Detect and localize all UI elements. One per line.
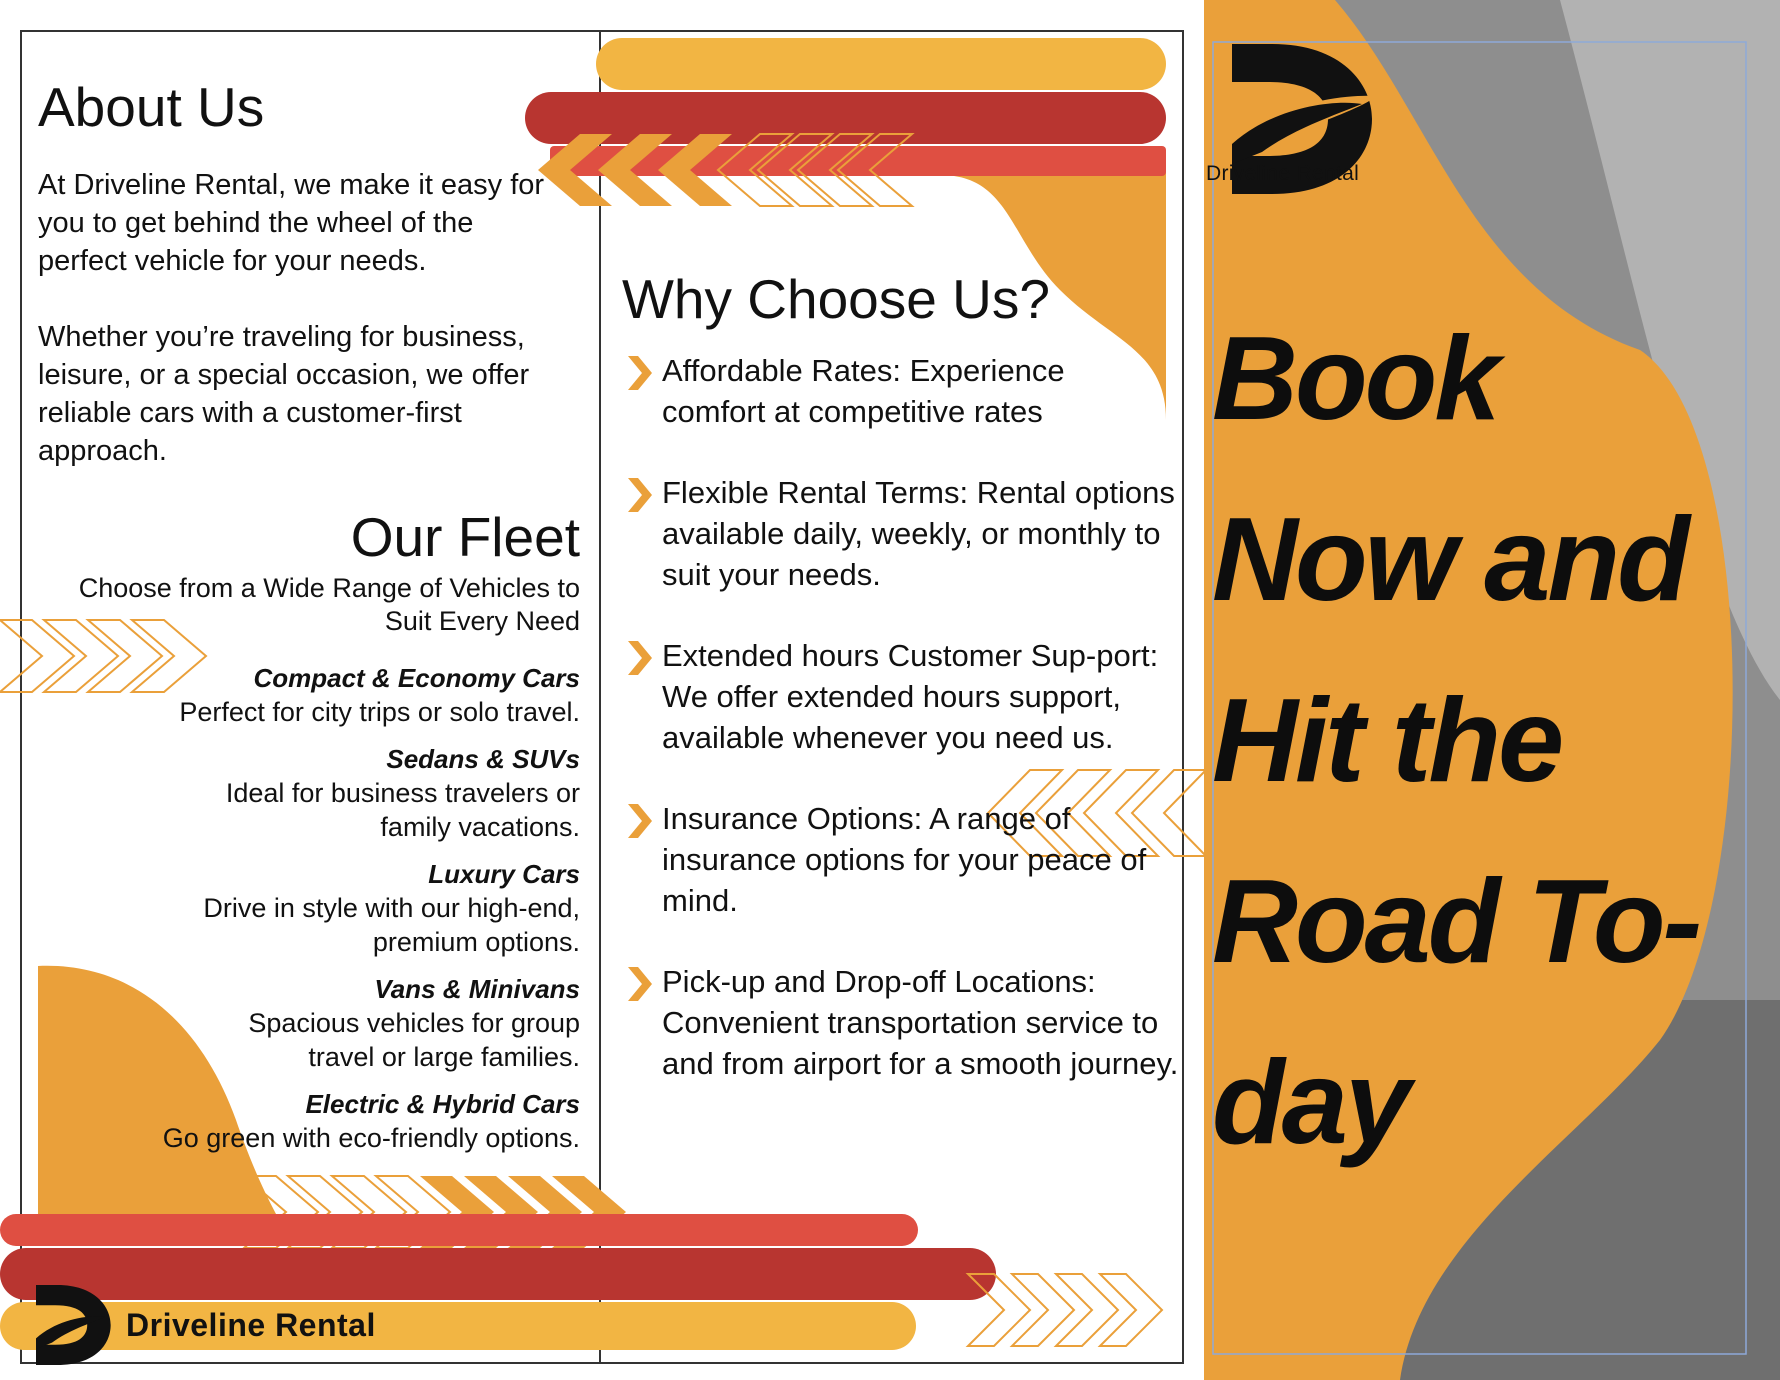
why-item-text: Affordable Rates: Experience comfort at competitive rates [662,353,1065,429]
chevron-right-icon [626,641,654,675]
why-item [626,350,1162,432]
fleet-item-name: Electric & Hybrid Cars [305,1089,580,1119]
why-item [626,798,1182,921]
fleet-list [20,662,580,1169]
why-item [626,635,1182,758]
chevron-right-icon [626,967,654,1001]
fleet-item [20,1088,580,1155]
fleet-item [20,743,580,844]
chevron-right-icon [626,804,654,838]
fleet-item-desc: Go green with eco-friendly options. [162,1123,580,1153]
why-item-text: Extended hours Customer Sup-port: We offer extended hours support, available whenever you need us. [662,638,1159,755]
why-item [626,961,1186,1084]
fleet-title: Our Fleet [350,506,580,568]
why-item-text: Pick-up and Drop-off Locations: Convenient transportation service to and from airport for a smooth journey. [662,964,1179,1081]
driveline-d-logo-icon [36,1285,116,1365]
footer-brand-name: Driveline Rental [126,1306,376,1343]
fleet-item-name: Luxury Cars [428,859,580,889]
why-item-text: Insurance Options: A range of insurance options for your peace of mind. [662,801,1147,918]
why-title: Why Choose Us? [622,268,1050,330]
chevron-right-icon [626,478,654,512]
fleet-item [20,973,580,1074]
why-item [626,472,1186,595]
fleet-item-name: Sedans & SUVs [386,744,580,774]
about-paragraph-2: Whether you’re traveling for business, leisure, or a special occasion, we offer reliable cars with a customer-first approach. [38,321,530,467]
fleet-item-desc: Drive in style with our high-end, premium options. [203,893,580,957]
why-item-text: Flexible Rental Terms: Rental options available daily, weekly, or monthly to suit your needs. [662,475,1175,592]
fleet-item-desc: Ideal for business travelers or family vacations. [225,778,580,842]
chevron-right-icon [626,356,654,390]
top-brand-name: Driveline Rental [1206,162,1360,185]
fleet-item-desc: Spacious vehicles for group travel or large families. [248,1008,580,1072]
fleet-item [20,662,580,729]
red-light-stripe-bottom [0,1214,918,1246]
fleet-item-desc: Perfect for city trips or solo travel. [179,697,580,727]
red-stripe-top [525,92,1166,144]
fleet-subtitle: Choose from a Wide Range of Vehicles to Suit Every Need [78,573,580,636]
fleet-item [20,858,580,959]
chevrons-bottom-right-outline [968,1274,1162,1346]
footer-brand [36,1285,376,1365]
fleet-item-name: Compact & Economy Cars [253,663,580,693]
yellow-stripe-top [596,38,1166,90]
fleet-item-name: Vans & Minivans [374,974,580,1004]
about-title: About Us [38,76,265,138]
about-paragraph-1: At Driveline Rental, we make it easy for you to get behind the wheel of the perfect vehicle for your needs. [38,169,545,277]
why-list [626,350,1186,1124]
cta-headline: Book Now and Hit the Road To-day [1212,312,1700,1169]
